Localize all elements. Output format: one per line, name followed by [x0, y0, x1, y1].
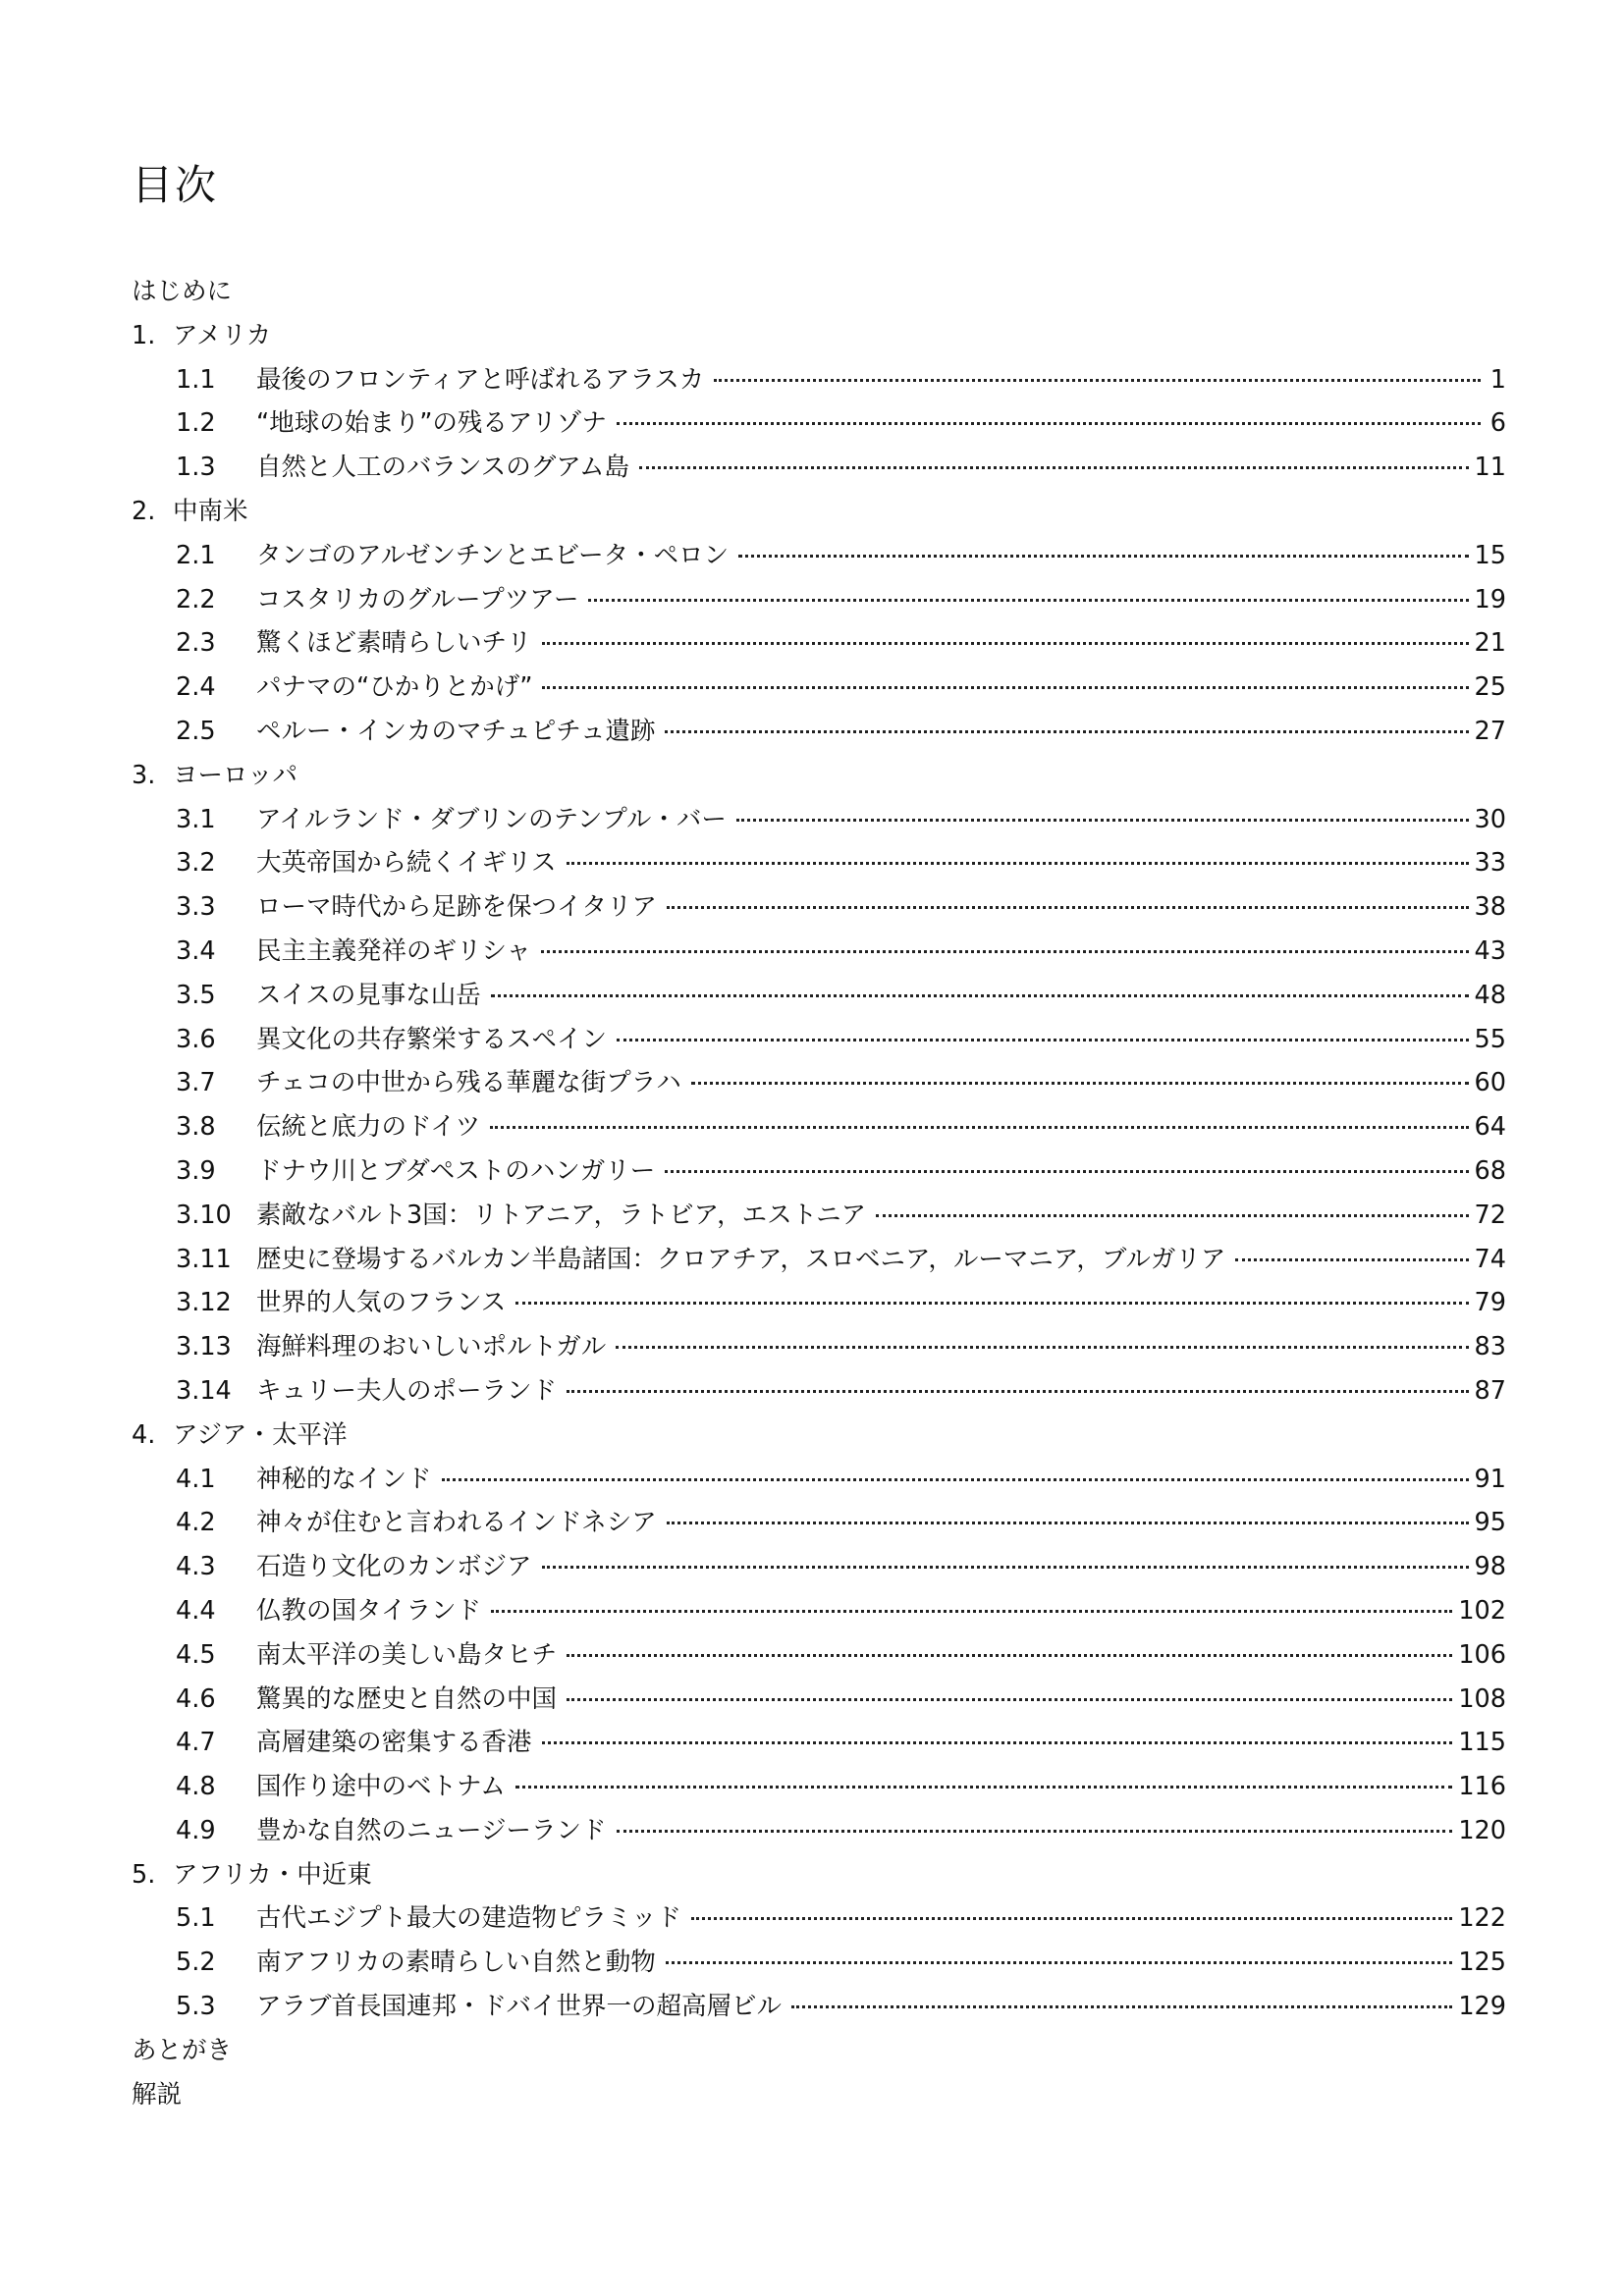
- chapter-number: 1.: [132, 320, 156, 350]
- page-number: 83: [1474, 1332, 1506, 1362]
- page-number: 48: [1474, 980, 1506, 1010]
- toc-section[interactable]: [132, 621, 1506, 666]
- section-title: 世界的人気のフランス: [256, 1288, 507, 1318]
- section-number: 3.9: [176, 1155, 216, 1186]
- section-number: 3.6: [176, 1024, 216, 1054]
- section-number: 4.4: [176, 1595, 216, 1626]
- section-number: 3.4: [176, 935, 216, 966]
- section-number: 4.6: [176, 1683, 216, 1714]
- toc-entry-commentary[interactable]: 解説: [132, 2079, 183, 2109]
- section-title: ローマ時代から足跡を保つイタリア: [256, 892, 658, 923]
- toc-section[interactable]: [132, 1589, 1506, 1633]
- section-title: 古代エジプト最大の建造物ピラミッド: [256, 1903, 681, 1934]
- dot-leader: [541, 950, 1469, 953]
- section-number: 4.7: [176, 1728, 216, 1758]
- toc-section[interactable]: [132, 578, 1506, 622]
- page-number: 19: [1474, 584, 1506, 614]
- dot-leader: [491, 1610, 1452, 1613]
- toc-chapter[interactable]: [132, 314, 1506, 358]
- section-number: 3.10: [176, 1200, 232, 1230]
- section-number: 5.2: [176, 1948, 216, 1978]
- section-title: パナマの“ひかりとかげ”: [256, 672, 533, 703]
- chapter-number: 5.: [132, 1859, 156, 1890]
- dot-leader: [542, 686, 1468, 689]
- section-title: “地球の始まり”の残るアリゾナ: [256, 408, 607, 439]
- dot-leader: [667, 906, 1469, 909]
- section-title: 仏教の国タイランド: [256, 1595, 481, 1626]
- page-number: 27: [1474, 716, 1506, 746]
- dot-leader: [515, 1302, 1468, 1305]
- dot-leader: [588, 599, 1468, 602]
- dot-leader: [617, 1039, 1469, 1041]
- dot-leader: [567, 862, 1469, 865]
- dot-leader: [665, 1170, 1468, 1173]
- section-number: 2.3: [176, 628, 216, 659]
- page-number: 25: [1474, 672, 1506, 703]
- toc-section[interactable]: [132, 1194, 1506, 1238]
- toc-section[interactable]: [132, 1061, 1506, 1105]
- page-number: 116: [1458, 1772, 1506, 1802]
- dot-leader: [542, 642, 1469, 645]
- toc-section[interactable]: [132, 798, 1506, 842]
- page-number: 38: [1474, 892, 1506, 923]
- dot-leader: [691, 1082, 1469, 1085]
- section-title: 南アフリカの素晴らしい自然と動物: [256, 1948, 656, 1978]
- toc-section[interactable]: [132, 885, 1506, 930]
- page-number: 98: [1474, 1552, 1506, 1582]
- toc-section[interactable]: [132, 1149, 1506, 1194]
- section-number: 4.9: [176, 1815, 216, 1845]
- toc-section[interactable]: [132, 1238, 1506, 1282]
- page-number: 115: [1458, 1728, 1506, 1758]
- section-title: アイルランド・ダブリンのテンプル・バー: [256, 804, 727, 834]
- dot-leader: [639, 466, 1469, 469]
- section-title: ドナウ川とブダペストのハンガリー: [256, 1155, 656, 1186]
- dot-leader: [616, 1346, 1468, 1349]
- section-number: 2.2: [176, 584, 216, 614]
- section-title: 素敵なバルト3国：リトアニア，ラトビア，エストニア: [256, 1200, 867, 1230]
- section-number: 3.11: [176, 1244, 232, 1274]
- section-number: 2.4: [176, 672, 216, 703]
- toc-section[interactable]: [132, 1281, 1506, 1325]
- toc-section[interactable]: [132, 1369, 1506, 1414]
- section-title: コスタリカのグループツアー: [256, 584, 579, 614]
- toc-section[interactable]: [132, 534, 1506, 578]
- toc-section[interactable]: [132, 1105, 1506, 1149]
- toc-section[interactable]: [132, 1985, 1506, 2029]
- chapter-title: アフリカ・中近東: [173, 1859, 372, 1890]
- section-title: 異文化の共存繁栄するスペイン: [256, 1024, 608, 1054]
- section-title: 豊かな自然のニュージーランド: [256, 1815, 607, 1845]
- section-number: 3.7: [176, 1068, 216, 1098]
- section-number: 3.2: [176, 848, 216, 879]
- chapter-number: 3.: [132, 760, 156, 790]
- section-number: 4.5: [176, 1639, 216, 1670]
- dot-leader: [665, 730, 1468, 733]
- dot-leader: [567, 1654, 1452, 1657]
- page-number: 21: [1474, 628, 1506, 659]
- toc-section[interactable]: [132, 1678, 1506, 1722]
- page-number: 108: [1458, 1683, 1506, 1714]
- dot-leader: [667, 1522, 1469, 1524]
- section-number: 4.1: [176, 1464, 216, 1494]
- dot-leader: [791, 2005, 1452, 2008]
- toc-section[interactable]: [132, 841, 1506, 885]
- chapter-title: ヨーロッパ: [173, 760, 298, 790]
- toc-section[interactable]: [132, 1545, 1506, 1589]
- table-of-contents: [132, 270, 1506, 2116]
- toc-section[interactable]: [132, 358, 1506, 402]
- section-number: 4.2: [176, 1508, 216, 1538]
- page-number: 6: [1489, 408, 1506, 439]
- page-number: 1: [1489, 364, 1506, 395]
- page-number: 30: [1474, 804, 1506, 834]
- page-number: 43: [1474, 935, 1506, 966]
- section-title: ペルー・インカのマチュピチュ遺跡: [256, 716, 656, 746]
- toc-entry-afterword[interactable]: あとがき: [132, 2035, 233, 2065]
- page-number: 33: [1474, 848, 1506, 879]
- toc-chapter[interactable]: [132, 1414, 1506, 1458]
- toc-section[interactable]: [132, 1633, 1506, 1678]
- toc-section[interactable]: [132, 401, 1506, 446]
- chapter-title: アジア・太平洋: [173, 1419, 348, 1450]
- toc-section[interactable]: [132, 930, 1506, 974]
- section-title: 歴史に登場するバルカン半島諸国：クロアチア，スロベニア，ルーマニア，ブルガリア: [256, 1244, 1226, 1274]
- toc-section[interactable]: [132, 1941, 1506, 1985]
- section-number: 3.5: [176, 980, 216, 1010]
- page-number: 106: [1458, 1639, 1506, 1670]
- dot-leader: [490, 1126, 1468, 1129]
- section-number: 1.2: [176, 408, 216, 439]
- section-number: 3.8: [176, 1112, 216, 1143]
- dot-leader: [515, 1786, 1453, 1789]
- dot-leader: [542, 1566, 1469, 1569]
- dot-leader: [876, 1214, 1468, 1217]
- toc-section[interactable]: [132, 710, 1506, 754]
- toc-section[interactable]: [132, 1721, 1506, 1765]
- toc-section[interactable]: [132, 1809, 1506, 1853]
- page-number: 95: [1474, 1508, 1506, 1538]
- dot-leader: [736, 819, 1469, 822]
- section-number: 2.1: [176, 540, 216, 570]
- section-title: タンゴのアルゼンチンとエビータ・ペロン: [256, 540, 730, 570]
- page-number: 87: [1474, 1375, 1506, 1406]
- dot-leader: [666, 1961, 1453, 1964]
- section-title: 自然と人工のバランスのグアム島: [256, 453, 629, 483]
- toc-section[interactable]: [132, 1325, 1506, 1369]
- page-number: 64: [1474, 1112, 1506, 1143]
- section-title: 南太平洋の美しい島タヒチ: [256, 1639, 558, 1670]
- chapter-number: 2.: [132, 496, 156, 526]
- page-number: 120: [1458, 1815, 1506, 1845]
- section-number: 3.3: [176, 892, 216, 923]
- page-number: 91: [1474, 1464, 1506, 1494]
- dot-leader: [617, 422, 1481, 425]
- section-number: 4.8: [176, 1772, 216, 1802]
- section-title: キュリー夫人のポーランド: [256, 1375, 558, 1406]
- page-number: 60: [1474, 1068, 1506, 1098]
- dot-leader: [714, 379, 1481, 382]
- section-title: スイスの見事な山岳: [256, 980, 481, 1010]
- section-title: 驚くほど素晴らしいチリ: [256, 628, 532, 659]
- toc-section[interactable]: [132, 1501, 1506, 1545]
- section-title: 国作り途中のベトナム: [256, 1772, 506, 1802]
- chapter-number: 4.: [132, 1419, 156, 1450]
- section-number: 3.12: [176, 1288, 232, 1318]
- section-number: 5.3: [176, 1992, 216, 2022]
- toc-chapter[interactable]: [132, 490, 1506, 534]
- section-number: 3.14: [176, 1375, 232, 1406]
- section-title: 高層建築の密集する香港: [256, 1728, 532, 1758]
- section-title: 大英帝国から続くイギリス: [256, 848, 557, 879]
- page-number: 72: [1474, 1200, 1506, 1230]
- dot-leader: [738, 555, 1468, 558]
- toc-section[interactable]: [132, 1458, 1506, 1502]
- dot-leader: [567, 1698, 1452, 1701]
- dot-leader: [491, 994, 1469, 997]
- section-title: 最後のフロンティアと呼ばれるアラスカ: [256, 364, 705, 395]
- section-number: 5.1: [176, 1903, 216, 1934]
- section-title: 海鮮料理のおいしいポルトガル: [256, 1332, 607, 1362]
- chapter-title: 中南米: [173, 496, 248, 526]
- section-title: アラブ首長国連邦・ドバイ世界一の超高層ビル: [256, 1992, 782, 2022]
- dot-leader: [691, 1917, 1452, 1920]
- toc-section[interactable]: [132, 1896, 1506, 1941]
- dot-leader: [542, 1741, 1453, 1744]
- page-number: 55: [1474, 1024, 1506, 1054]
- section-title: チェコの中世から残る華麗な街プラハ: [256, 1068, 681, 1098]
- section-title: 民主主義発祥のギリシャ: [256, 935, 531, 966]
- dot-leader: [567, 1390, 1469, 1393]
- section-title: 石造り文化のカンボジア: [256, 1552, 532, 1582]
- section-title: 神秘的なインド: [256, 1464, 432, 1494]
- page-number: 129: [1458, 1992, 1506, 2022]
- page-title: 目次: [132, 161, 219, 209]
- page-number: 102: [1458, 1595, 1506, 1626]
- chapter-title: アメリカ: [173, 320, 272, 350]
- page-number: 79: [1474, 1288, 1506, 1318]
- section-title: 驚異的な歴史と自然の中国: [256, 1683, 558, 1714]
- dot-leader: [442, 1478, 1469, 1481]
- section-number: 2.5: [176, 716, 216, 746]
- dot-leader: [617, 1830, 1453, 1833]
- toc-chapter[interactable]: [132, 754, 1506, 798]
- section-number: 3.1: [176, 804, 216, 834]
- page-number: 11: [1474, 453, 1506, 483]
- toc-section[interactable]: [132, 666, 1506, 710]
- page-number: 68: [1474, 1155, 1506, 1186]
- page-number: 74: [1474, 1244, 1506, 1274]
- page-number: 15: [1474, 540, 1506, 570]
- toc-section[interactable]: [132, 1765, 1506, 1809]
- section-number: 3.13: [176, 1332, 232, 1362]
- toc-section[interactable]: [132, 446, 1506, 490]
- toc-entry-intro[interactable]: はじめに: [132, 277, 233, 306]
- toc-chapter[interactable]: [132, 1853, 1506, 1897]
- dot-leader: [1235, 1258, 1468, 1261]
- toc-section[interactable]: [132, 974, 1506, 1018]
- toc-section[interactable]: [132, 1018, 1506, 1062]
- section-title: 神々が住むと言われるインドネシア: [256, 1508, 657, 1538]
- section-title: 伝統と底力のドイツ: [256, 1112, 481, 1143]
- section-number: 1.1: [176, 364, 216, 395]
- page-number: 125: [1458, 1948, 1506, 1978]
- section-number: 4.3: [176, 1552, 216, 1582]
- page-number: 122: [1458, 1903, 1506, 1934]
- section-number: 1.3: [176, 453, 216, 483]
